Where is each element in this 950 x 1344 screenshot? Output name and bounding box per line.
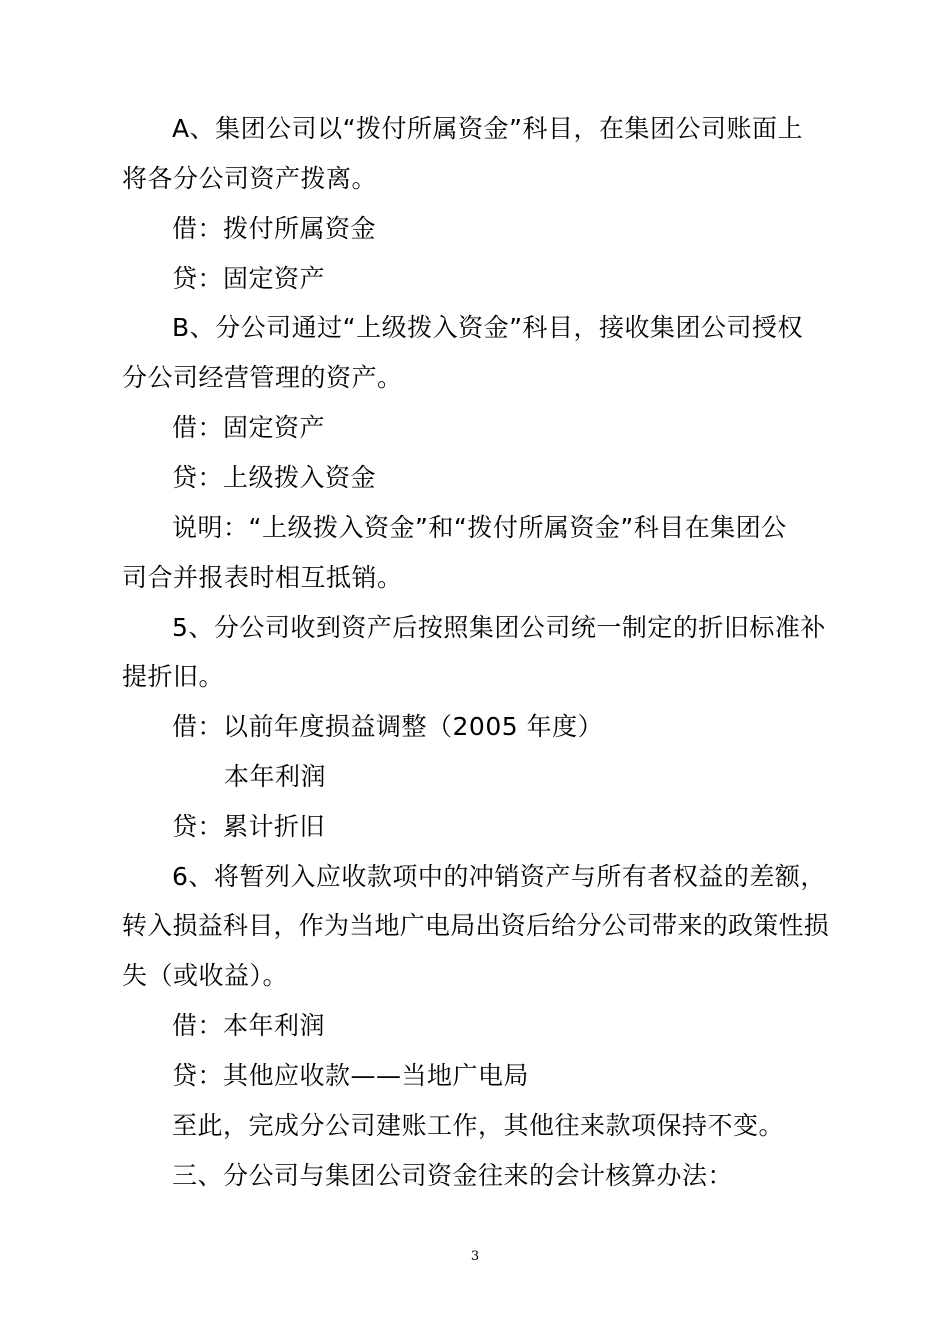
text-line: 借：本年利润: [172, 1011, 326, 1040]
text-line: 司合并报表时相互抵销。: [122, 563, 403, 592]
text-line: 分公司经营管理的资产。: [122, 363, 403, 392]
text-line: 贷：上级拨入资金: [172, 463, 377, 492]
text-line: 借：固定资产: [172, 413, 326, 442]
text-line: 贷：累计折旧: [172, 812, 326, 841]
text-line: 三、分公司与集团公司资金往来的会计核算办法：: [172, 1161, 734, 1190]
text-line: 提折旧。: [122, 662, 225, 691]
text-line: 贷：固定资产: [172, 264, 326, 293]
text-line: 转入损益科目，作为当地广电局出资后给分公司带来的政策性损: [122, 911, 830, 940]
page-number: 3: [470, 1249, 480, 1264]
text-line: 失（或收益）。: [122, 961, 289, 990]
text-line: 6、将暂列入应收款项中的冲销资产与所有者权益的差额，: [172, 862, 826, 891]
text-line: 至此，完成分公司建账工作，其他往来款项保持不变。: [172, 1111, 785, 1140]
text-line: A、集团公司以“拨付所属资金”科目，在集团公司账面上: [172, 114, 804, 143]
text-line: 借：以前年度损益调整（2005 年度）: [172, 712, 604, 741]
text-line: 说明：“上级拨入资金”和“拨付所属资金”科目在集团公: [172, 513, 787, 542]
text-line: 贷：其他应收款——当地广电局: [172, 1061, 530, 1090]
text-line: 本年利润: [224, 762, 327, 791]
text-line: B、分公司通过“上级拨入资金”科目，接收集团公司授权: [172, 313, 804, 342]
text-line: 借：拨付所属资金: [172, 214, 377, 243]
text-line: 将各分公司资产拨离。: [122, 164, 378, 193]
text-line: 5、分公司收到资产后按照集团公司统一制定的折旧标准补: [172, 613, 826, 642]
